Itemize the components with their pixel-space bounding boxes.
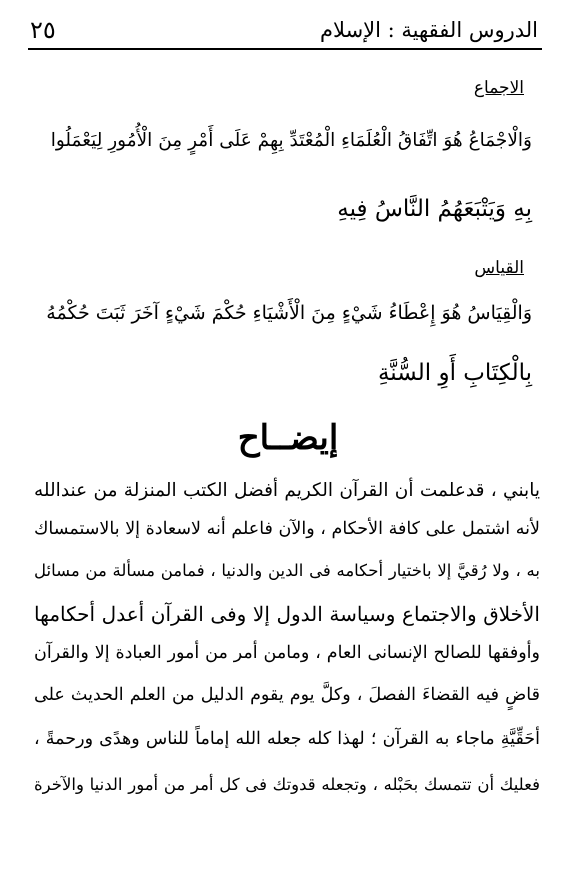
explanation-line-4: الأخلاق والاجتماع وسياسة الدول إلا وفى القرآن أعدل أحكامها — [34, 602, 540, 626]
explanation-line-3: به ، ولا رُقيَّ إلا باختيار أحكامه فى الدين والدنيا ، فمامن مسألة من مسائل — [34, 561, 540, 580]
page-number: ٢٥ — [30, 16, 56, 44]
explanation-title: إيضــاح — [237, 418, 339, 458]
ijma-heading: الاجماع — [473, 78, 524, 98]
ijma-line-1: وَالْاجْمَاعُ هُوَ اتِّفَاقُ الْعُلَمَاءِ الْمُعْتَدِّ بِهِمْ عَلَى أَمْرٍ مِنَ الْأُمُورِ لِيَعْمَلُوا — [50, 130, 532, 151]
qiyas-heading: القياس — [474, 258, 524, 278]
explanation-line-2: لأنه اشتمل على كافة الأحكام ، والآن فاعلم أنه لاسعادة إلا بالاستمساك — [34, 519, 540, 539]
running-title: الدروس الفقهية : الإسلام — [320, 18, 538, 42]
explanation-line-8: فعليك أن تتمسك بحَبْله ، وتجعله قدوتك فى كل أمر من أمور الدنيا والآخرة — [34, 775, 540, 794]
qiyas-line-1: وَالْقِيَاسُ هُوَ إِعْطَاءُ شَيْءٍ مِنَ الْأَشْيَاءِ حُكْمَ شَيْءٍ آخَرَ ثَبَتَ حُكْمُهُ — [46, 302, 532, 324]
qiyas-line-2: بِالْكِتَابِ أَوِ السُّنَّةِ — [377, 360, 532, 386]
explanation-line-1: يابني ، قدعلمت أن القرآن الكريم أفضل الكتب المنزلة من عندالله — [34, 480, 540, 501]
page-header — [28, 12, 542, 50]
explanation-line-7: أحَقِّيَّةِ ماجاء به القرآن ؛ لهذا كله جعله الله إماماً للناس وهدًى ورحمةً ، — [34, 729, 540, 749]
explanation-line-6: قاضٍ فيه القضاءَ الفصلَ ، وكلَّ يوم يقوم الدليل من العلم الحديث على — [34, 685, 540, 705]
ijma-line-2: بِهِ وَيَتْبَعَهُمُ النَّاسُ فِيهِ — [337, 196, 532, 222]
explanation-line-5: وأوفقها للصالح الإنسانى العام ، ومامن أمر من أمور العبادة إلا والقرآن — [34, 643, 540, 663]
